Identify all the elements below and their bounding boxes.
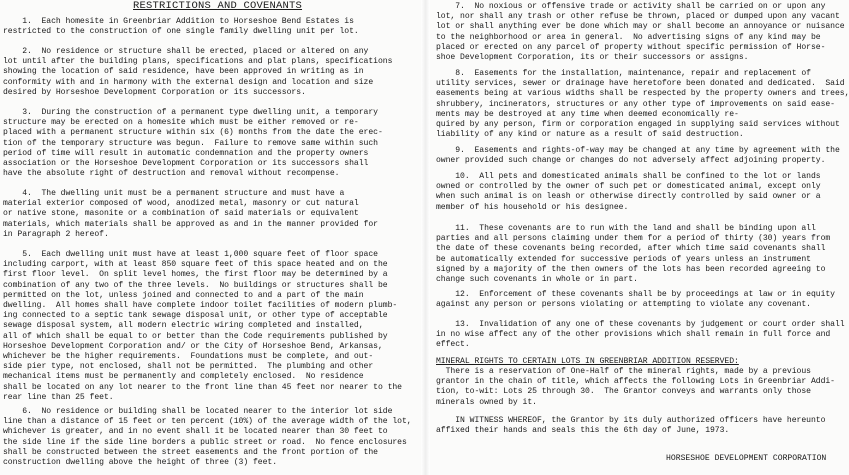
covenant-9: 9. Easements and rights-of-way may be changed at any time by agreement with the owner provided such change or changes do not adversely affect adjoining property. xyxy=(436,146,840,166)
covenant-2: 2. No residence or structure shall be erected, placed or altered on any lot until after the building plans, specifications and plat plans, specifications showing the location of said residence, have been approved in writing as in conformity with and in harmony with the external design and location and size desired by Horseshoe Development Corporation or its successors. xyxy=(3,47,393,97)
covenant-13: 13. Invalidation of any one of these covenants by judgement or court order shall in no wise affect any of the other provisions which shall remain in full force and effect. xyxy=(436,320,845,350)
witness-clause: IN WITNESS WHEREOF, the Grantor by its duly authorized officers have hereunto affixed their hands and seals this the 6th day of June, 1973. xyxy=(436,416,826,436)
covenant-5: 5. Each dwelling unit must have at least 1,000 square feet of floor space including carport, with at least 850 square feet of this space heated and on the first floor level. On split level homes, the first floor may be determined by a combination of any two of the three levels. No buildings or structures shall be permitted on the lot, unless joined and connected to and a part of the main dwelling. All homes shall have complete indoor toilet facilities of modern plumb- ing connected to a septic tank sewage disposal unit, or other type of acceptable sewage disposal system, all modern electric wiring completed and installed, all of which shall be equal to or better than the Code requirements published by Horseshoe Development Corporation and/ or the City of Horseshoe Bend, Arkansas, whichever be the higher requirements. Foundations must be complete, and out- side pier type, not enclosed, shall not be permitted. The plumbing and other mechanical items must be permanently and completely enclosed. No residence shall be located on any lot nearer to the front line than 45 feet nor nearer to the rear line than 25 feet. xyxy=(3,250,402,402)
covenant-4: 4. The dwelling unit must be a permanent structure and must have a material exterior composed of wood, anodized metal, masonry or cut natural or native stone, masonite or a combination of said materials or equivalent materials, which materials shall be approved as and in the manner provided for in Paragraph 2 hereof. xyxy=(3,189,378,239)
covenant-8: 8. Easements for the installation, maintenance, repair and replacement of utility services, sewer or drainage have heretofore been donated and dedicated. Said easements being at various widths shall be respected by the property owners and trees, shrubbery, incinerators, structures or any other type of improvements on said ease- ments may be destroyed at any time when deemed economically re- quired by any person, firm or corporation engaged in supplying said services without liability of any kind or nature as a result of said destruction. xyxy=(436,69,849,140)
covenant-7: 7. No noxious or offensive trade or activity shall be carried on or upon any lot, nor shall any trash or other refuse be thrown, placed or dumped upon any vacant lot or shall anything ever be done which may or shall become an annoyance or nuisance to the neighborhood or area in general. No advertising signs of any kind may be placed or erected on any parcel of property without specific permission of Horse- shoe Development Corporation, its or their successors or assigns. xyxy=(436,2,845,63)
covenant-1: 1. Each homesite in Greenbriar Addition to Horseshoe Bend Estates is restricted to the construction of one single family dwelling unit per lot. xyxy=(3,17,359,37)
corporation-name: HORSESHOE DEVELOPMENT CORPORATION xyxy=(666,454,827,463)
page-gutter xyxy=(421,0,430,475)
left-page xyxy=(0,0,421,475)
covenant-12: 12. Enforcement of these covenants shall be by proceedings at law or in equity against any person or persons violating or attempting to violate any covenant. xyxy=(436,290,835,310)
covenant-11: 11. These covenants are to run with the land and shall be binding upon all parties and all persons claiming under them for a period of thirty (30) years from the date of these covenants being recorded, after which time said covenants shall be automatically extended for successive periods of years unless an instrument signed by a majority of the then owners of the lots has been recorded agreeing to change such covenants in whole or in part. xyxy=(436,224,831,285)
covenant-6: 6. No residence or building shall be located nearer to the interior lot side line than a distance of 15 feet or ten percent (10%) of the average width of the lot, whichever is greater, and in no event shall it be located nearer than 30 feet to the side line if the side line borders a public street or road. No fence enclosures shall be constructed between the street easements and the front portion of the construction dwelling above the height of three (3) feet. xyxy=(3,407,412,468)
mineral-rights-heading: MINERAL RIGHTS TO CERTAIN LOTS IN GREENBRIAR ADDITION RESERVED: xyxy=(436,357,739,366)
covenant-3: 3. During the construction of a permanent type dwelling unit, a temporary structure may be erected on a homesite which must be either removed or re- placed with a permanent structure within six (6) months from the date the erec- tion of the temporary structure was begun. Failure to remove same within such period of time will result in automatic condemnation and the property owners association or the Horseshoe Development Corporation or its successors shall have the absolute right of destruction and removal without recompense. xyxy=(3,108,383,179)
mineral-rights-body: There is a reservation of One-Half of the mineral rights, made by a previous grantor in the chain of title, which affects the following Lots in Greenbriar Addi- tion, to-wit: Lots 25 through 30. The Grantor conveys and warrants only those minerals owned by it. xyxy=(436,367,835,407)
covenant-10: 10. All pets and domesticated animals shall be confined to the lot or lands owned or controlled by the owner of such pet or domesticated animal, except only when such animal is on leash or otherwise directly controlled by said owner or a member of his household or his designee. xyxy=(436,172,821,212)
document-heading: RESTRICTIONS AND COVENANTS xyxy=(133,0,303,12)
right-page xyxy=(430,0,849,475)
